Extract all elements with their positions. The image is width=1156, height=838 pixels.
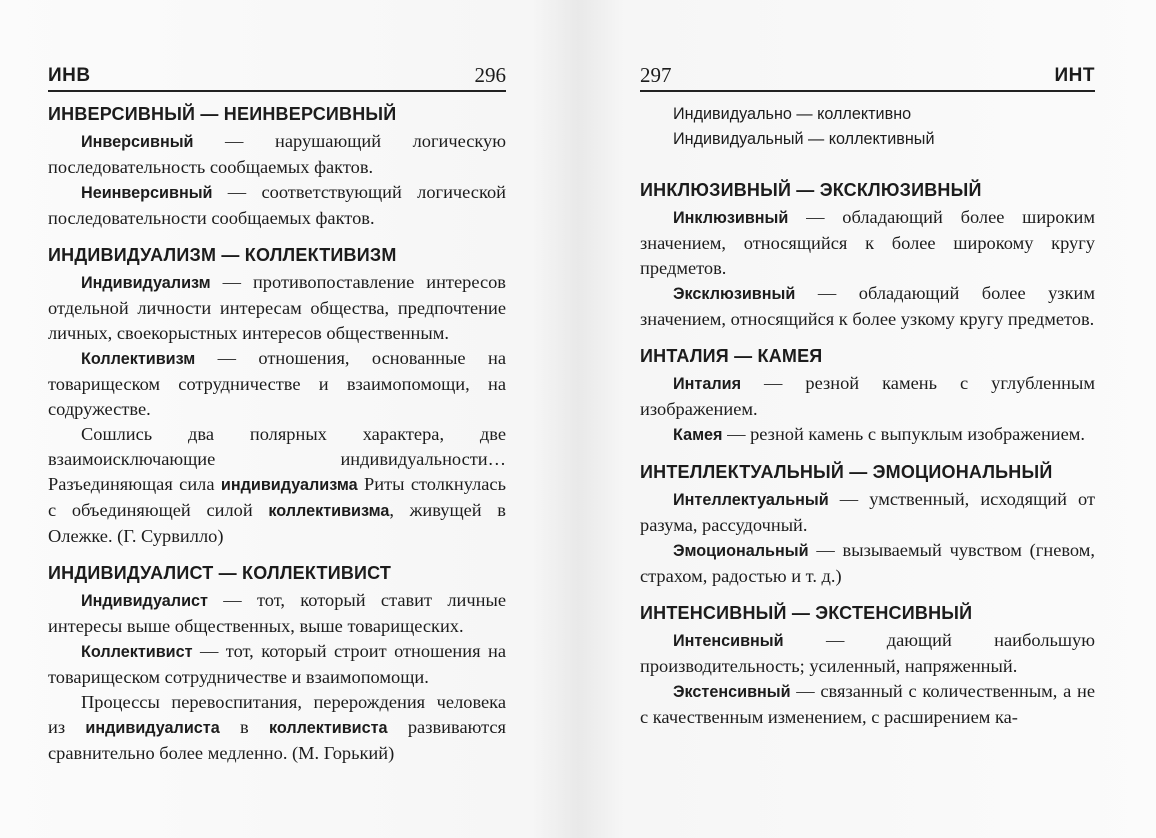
term: Экстенсивный (673, 683, 791, 701)
quote-keyword: коллективиста (269, 719, 388, 737)
definition (640, 422, 1095, 448)
definition-text: — вызываемый чувством (гневом, страхом, радостью и т. д.) (640, 540, 1095, 586)
term: Инверсивный (81, 133, 194, 151)
dictionary-entry (640, 344, 1095, 448)
literary-quote (48, 690, 506, 766)
entry-heading: ИНТЕЛЛЕКТУАЛЬНЫЙ — ЭМОЦИОНАЛЬНЫЙ (640, 462, 1053, 482)
quote-text: Риты столкнулась с объединяющей силой (48, 474, 506, 520)
dictionary-entry (48, 561, 506, 766)
term: Интенсивный (673, 632, 784, 650)
term: Эмоциональный (673, 542, 809, 560)
entry-heading: ИНДИВИДУАЛИЗМ — КОЛЛЕКТИВИЗМ (48, 245, 397, 265)
page-number: 296 (474, 63, 506, 87)
definition (640, 538, 1095, 589)
definition (48, 180, 506, 231)
entry-heading: ИНКЛЮЗИВНЫЙ — ЭКСКЛЮЗИВНЫЙ (640, 180, 982, 200)
definition (48, 588, 506, 639)
entry-heading: ИНТАЛИЯ — КАМЕЯ (640, 346, 823, 366)
entry-heading: ИНТЕНСИВНЫЙ — ЭКСТЕНСИВНЫЙ (640, 603, 973, 623)
running-head-code: ИНВ (48, 65, 91, 86)
term: Индивидуализм (81, 274, 211, 292)
dictionary-entry (48, 243, 506, 549)
left-page (48, 58, 506, 778)
definition (640, 628, 1095, 679)
definition-text: — нарушающий логическую последовательность сообщаемых фактов. (48, 131, 506, 177)
definition-text: — тот, который ставит личные интересы выше общественных, выше товарищеских. (48, 590, 506, 636)
dictionary-entry (640, 601, 1095, 730)
term: Камея (673, 426, 723, 444)
left-running-header (48, 58, 506, 92)
definition (48, 270, 506, 346)
definition-text: — обладающий более узким значением, относящийся к более узкому кругу предметов. (640, 283, 1095, 329)
term: Коллективист (81, 643, 193, 661)
quote-text: , живущей в Олежке. (Г. Сурвилло) (48, 500, 506, 546)
definition (640, 281, 1095, 332)
definition (640, 371, 1095, 422)
term: Эксклюзивный (673, 285, 796, 303)
definition-text: — соответствующий логической последовательности сообщаемых фактов. (48, 182, 506, 228)
antonym-pair: Индивидуально — коллективно (673, 105, 912, 123)
right-page (640, 58, 1095, 742)
running-head-code: ИНТ (1054, 65, 1095, 86)
quote-keyword: коллективизма (268, 502, 390, 520)
definition-text: — тот, который строит отношения на товарищеском сотрудничестве и взаимопомощи. (48, 641, 506, 687)
definition (48, 346, 506, 422)
definition-text: — дающий наибольшую производительность; усиленный, напряженный. (640, 630, 1095, 676)
definition-text: — обладающий более широким значением, относящийся к более широкому кругу предметов. (640, 207, 1095, 278)
definition (48, 129, 506, 180)
term: Интеллектуальный (673, 491, 829, 509)
quote-keyword: индивидуалиста (85, 719, 220, 737)
term: Инталия (673, 375, 742, 393)
entry-heading: ИНДИВИДУАЛИСТ — КОЛЛЕКТИВИСТ (48, 563, 392, 583)
term: Индивидуалист (81, 592, 208, 610)
definition (640, 487, 1095, 538)
definition-text: — умственный, исходящий от разума, рассудочный. (640, 489, 1095, 535)
definition (640, 205, 1095, 281)
dictionary-entry (48, 102, 506, 231)
entry-heading: ИНВЕРСИВНЫЙ — НЕИНВЕРСИВНЫЙ (48, 104, 397, 124)
definition-text: — резной камень с углубленным изображением. (640, 373, 1095, 419)
term: Неинверсивный (81, 184, 213, 202)
quote-text: в (219, 717, 270, 737)
definition-text: — отношения, основанные на товарищеском сотрудничестве и взаимопомощи, на содружестве. (48, 348, 506, 419)
literary-quote (48, 422, 506, 549)
definition (640, 679, 1095, 730)
antonym-pair: Индивидуальный — коллективный (673, 130, 935, 148)
definition-text: — резной камень с выпуклым изображением. (722, 424, 1086, 444)
quote-text: развиваются сравнительно более медленно. (М. Горький) (48, 717, 506, 763)
definition-text: — связанный с количественным, а не с качественным изменением, с расширением ка- (640, 681, 1095, 727)
continued-entry (640, 102, 1095, 152)
definition-text: — противопоставление интересов отдельной личности интересам общества, предпочтение личных, своекорыстных интересов общественным. (48, 272, 506, 343)
quote-keyword: индивидуализма (220, 476, 358, 494)
quote-text: Сошлись два полярных характера, две взаимоисключающие индивидуальности… Разъединяющая сила (48, 424, 506, 494)
term: Инклюзивный (673, 209, 789, 227)
dictionary-entry (640, 460, 1095, 589)
quote-text: Процессы перевоспитания, перерождения человека из (48, 692, 506, 737)
definition (48, 639, 506, 690)
dictionary-entry (640, 178, 1095, 332)
term: Коллективизм (81, 350, 196, 368)
right-running-header (640, 58, 1095, 92)
page-number: 297 (640, 63, 672, 87)
